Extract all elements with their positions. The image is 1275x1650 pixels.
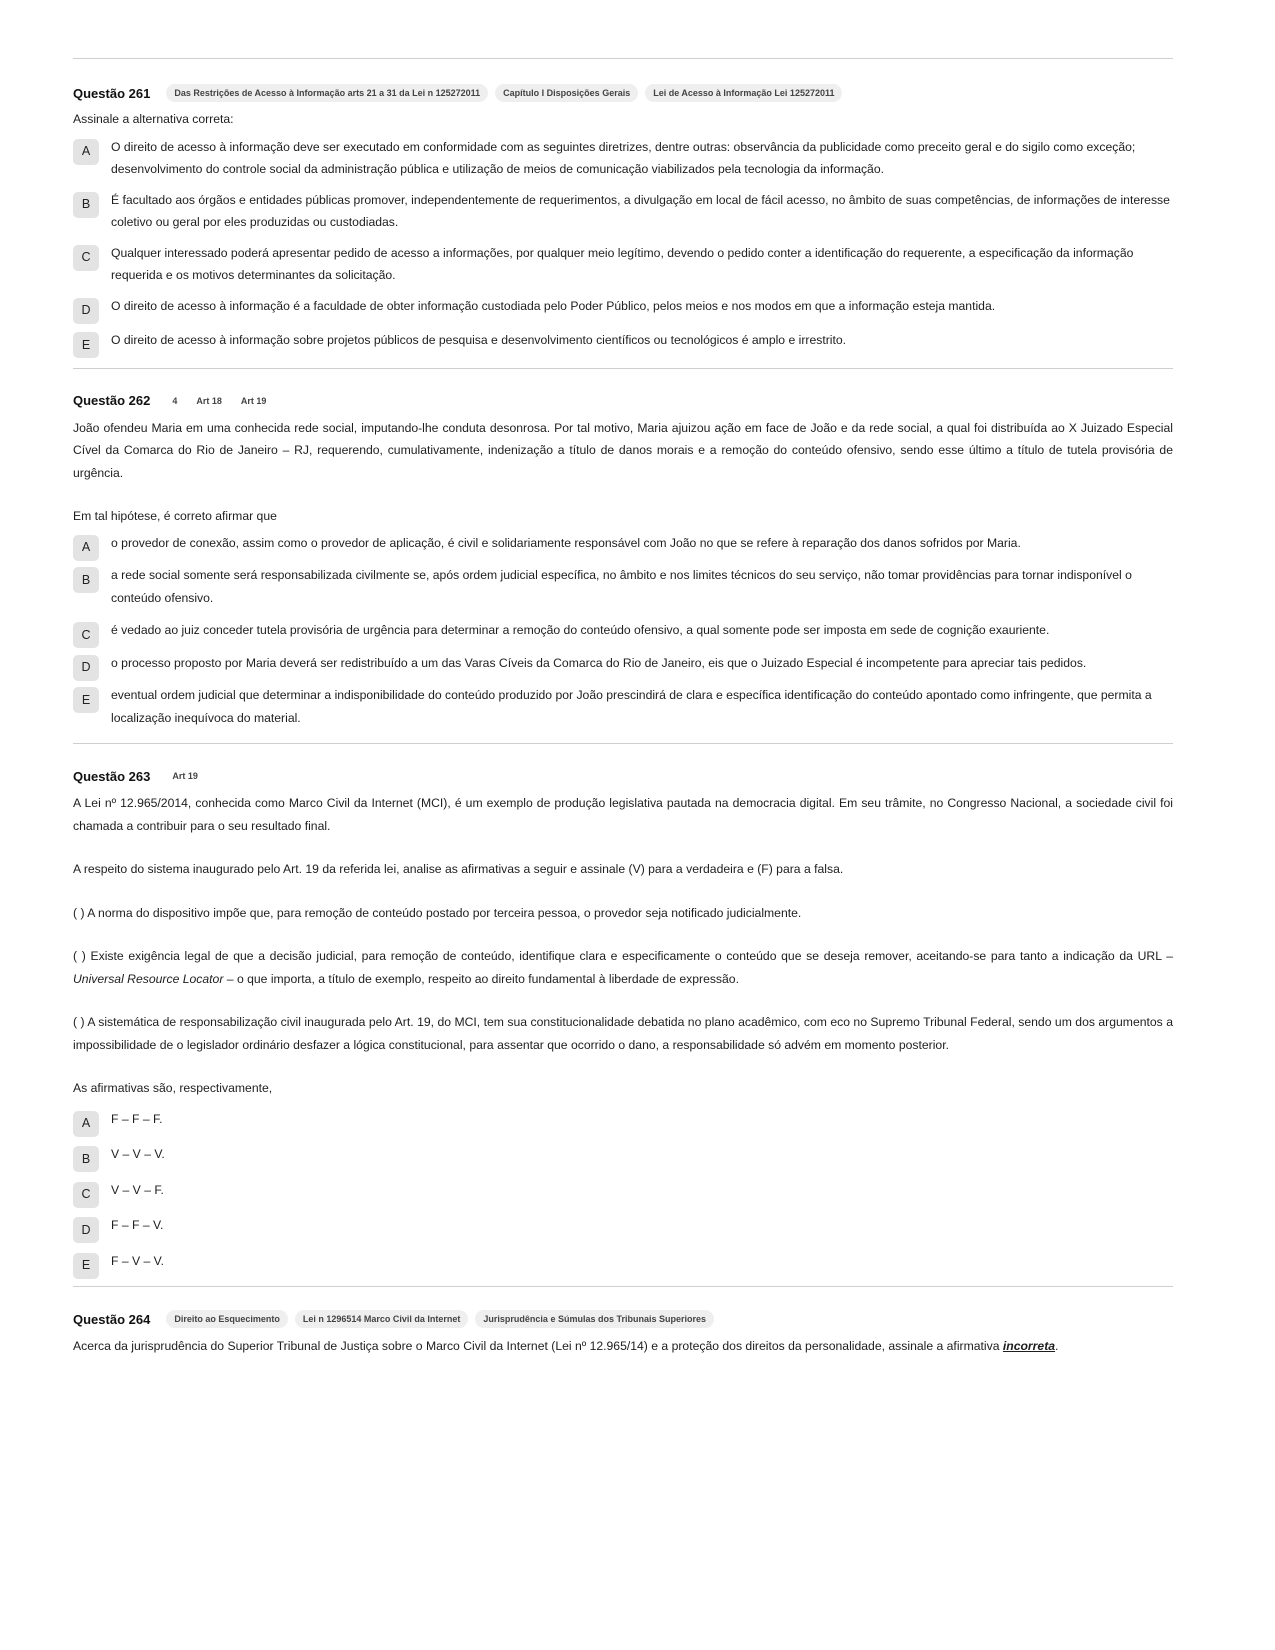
statement-item-3: ( ) A sistemática de responsabilização civil inaugurada pelo Art. 19, do MCI, tem sua constitucionalidade debatida no plano acadêmico, com eco no Supremo Tribunal Federal, sendo um dos argumentos a impossibilidade de o legislador ordinário desfazer a lógica constitucional, para assentar que ocorrido o dano, a responsabilidade só advém em momento posterior. — [73, 1015, 1173, 1052]
option-letter-badge[interactable]: E — [73, 687, 99, 713]
question-header — [73, 766, 1173, 786]
question-263 — [73, 766, 1173, 1272]
question-header — [73, 391, 1173, 411]
question-title: Questão 262 — [73, 393, 151, 408]
answer-option-d[interactable] — [73, 1214, 1173, 1237]
statement-item-2-tail: – o que importa, a título de exemplo, respeito ao direito fundamental à liberdade de expressão. — [223, 971, 739, 986]
divider — [73, 743, 1173, 744]
answer-option-c[interactable] — [73, 1179, 1173, 1202]
answer-option-e[interactable] — [73, 329, 1173, 352]
option-text: O direito de acesso à informação deve ser executado em conformidade com as seguintes diretrizes, dentre outras: observância da publicidade como preceito geral e do sigilo como exceção; desenvolvimento do controle social da administração pública e utilização de meios de comunicação viabilizados pela tecnologia da informação. — [111, 139, 1136, 176]
option-letter-badge[interactable]: A — [73, 139, 99, 165]
option-text: V – V – V. — [111, 1147, 165, 1161]
statement-item-2 — [73, 945, 1173, 990]
option-text: O direito de acesso à informação é a faculdade de obter informação custodiada pelo Poder Público, pelos meios e nos modos em que a informação esteja mantida. — [111, 298, 996, 313]
question-261 — [73, 83, 1173, 352]
option-letter-badge[interactable]: A — [73, 535, 99, 561]
question-instruction: A respeito do sistema inaugurado pelo Art. 19 da referida lei, analise as afirmativas a seguir e assinale (V) para a verdadeira e (F) para a falsa. — [73, 862, 844, 876]
answer-option-a[interactable] — [73, 136, 1173, 181]
answer-option-a[interactable] — [73, 532, 1173, 555]
question-262 — [73, 391, 1173, 730]
question-title: Questão 261 — [73, 85, 151, 101]
answer-option-b[interactable] — [73, 1143, 1173, 1166]
question-statement: João ofendeu Maria em uma conhecida rede social, imputando-lhe conduta desonrosa. Por tal motivo, Maria ajuizou ação em face de João e da rede social, a qual foi distribuída ao X Juizado Especial Cível da Comarca do Rio de Janeiro – RJ, requerendo, cumulativamente, indenização a título de danos morais e a remoção do conteúdo ofensivo, sendo esse último a título de tutela provisória de urgência. — [73, 420, 1173, 480]
subject-tag[interactable]: Jurisprudência e Súmulas dos Tribunais Superiores — [475, 1310, 714, 1328]
question-prompt: As afirmativas são, respectivamente, — [73, 1081, 273, 1095]
answer-option-d[interactable] — [73, 295, 1173, 318]
question-title: Questão 264 — [73, 1311, 151, 1327]
question-statement: Assinale a alternativa correta: — [73, 112, 234, 126]
divider — [73, 368, 1173, 369]
subject-tag[interactable]: Art 19 — [240, 395, 267, 406]
statement-item-2-text: ( ) Existe exigência legal de que a decisão judicial, para remoção de conteúdo, identifique clara e especificamente o conteúdo que se deseja remover, aceitando-se para tanto a indicação da URL – — [73, 949, 1173, 963]
option-letter-badge[interactable]: E — [73, 332, 99, 358]
option-letter-badge[interactable]: C — [73, 245, 99, 271]
option-letter-badge[interactable]: B — [73, 567, 99, 593]
option-letter-badge[interactable]: A — [73, 1111, 99, 1137]
question-statement-text: Acerca da jurisprudência do Superior Tribunal de Justiça sobre o Marco Civil da Internet (Lei nº 12.965/14) e a proteção dos direitos da personalidade, assinale a afirmativa — [73, 1339, 1003, 1353]
divider — [73, 1286, 1173, 1287]
subject-tag[interactable]: Das Restrições de Acesso à Informação arts 21 a 31 da Lei n 125272011 — [166, 84, 488, 102]
option-text: F – F – V. — [111, 1218, 164, 1232]
option-text: eventual ordem judicial que determinar a indisponibilidade do conteúdo produzido por João prescindirá de clara e específica identificação do conteúdo apontado como infringente, que permita a localização inequívoca do material. — [111, 688, 1152, 725]
question-statement-end: . — [1055, 1339, 1059, 1353]
question-title: Questão 263 — [73, 768, 151, 784]
option-text: o processo proposto por Maria deverá ser redistribuído a um das Varas Cíveis da Comarca do Rio de Janeiro, eis que o Juizado Especial é incompetente para apreciar tais pedidos. — [111, 655, 1087, 670]
question-statement — [73, 1335, 1173, 1358]
answer-option-e[interactable] — [73, 684, 1173, 729]
subject-tag[interactable]: Lei de Acesso à Informação Lei 125272011 — [645, 84, 842, 102]
option-text: V – V – F. — [111, 1182, 164, 1197]
option-letter-badge[interactable]: B — [73, 192, 99, 218]
option-letter-badge[interactable]: C — [73, 1182, 99, 1208]
option-letter-badge[interactable]: E — [73, 1253, 99, 1279]
subject-tag[interactable]: 4 — [172, 395, 178, 406]
option-text: F – V – V. — [111, 1253, 165, 1268]
answer-option-b[interactable] — [73, 189, 1173, 234]
question-header — [73, 83, 1173, 103]
option-text: o provedor de conexão, assim como o provedor de aplicação, é civil e solidariamente responsável com João no que se refere à reparação dos danos sofridos por Maria. — [111, 535, 1021, 550]
question-statement: A Lei nº 12.965/2014, conhecida como Marco Civil da Internet (MCI), é um exemplo de produção legislativa pautada na democracia digital. Em seu trâmite, no Congresso Nacional, a sociedade civil foi chamada a contribuir para o seu resultado final. — [73, 796, 1173, 833]
question-264 — [73, 1309, 1173, 1358]
option-text: a rede social somente será responsabilizada civilmente se, após ordem judicial específica, no âmbito e nos limites técnicos do seu serviço, não tomar providências para tornar indisponível o conteúdo ofensivo. — [111, 568, 1132, 605]
option-letter-badge[interactable]: D — [73, 298, 99, 324]
answer-option-d[interactable] — [73, 652, 1173, 675]
question-header — [73, 1309, 1173, 1329]
answer-option-a[interactable] — [73, 1108, 1173, 1131]
subject-tag[interactable]: Capítulo I Disposições Gerais — [495, 84, 638, 102]
option-text: Qualquer interessado poderá apresentar pedido de acesso a informações, por qualquer meio legítimo, devendo o pedido conter a identificação do requerente, a especificação da informação requerida e os motivos determinantes da solicitação. — [111, 245, 1134, 282]
emphasis-incorrect: incorreta — [1002, 1339, 1056, 1353]
answer-option-e[interactable] — [73, 1250, 1173, 1273]
subject-tag[interactable]: Direito ao Esquecimento — [166, 1310, 288, 1328]
question-prompt: Em tal hipótese, é correto afirmar que — [73, 509, 277, 523]
answer-option-c[interactable] — [73, 619, 1173, 642]
subject-tag[interactable]: Lei n 1296514 Marco Civil da Internet — [295, 1310, 469, 1328]
option-text: é vedado ao juiz conceder tutela provisória de urgência para determinar a remoção do conteúdo ofensivo, a qual somente pode ser imposta em sede de cognição exauriente. — [111, 623, 1050, 637]
subject-tag[interactable]: Art 18 — [196, 395, 222, 406]
divider — [73, 58, 1173, 59]
option-text: É facultado aos órgãos e entidades públicas promover, independentemente de requerimentos, a divulgação em local de fácil acesso, no âmbito de suas competências, de informações de interesse coletivo ou geral por eles produzidas ou custodiadas. — [111, 192, 1170, 229]
option-text: F – F – F. — [111, 1111, 163, 1126]
option-letter-badge[interactable]: D — [73, 1217, 99, 1243]
option-letter-badge[interactable]: C — [73, 622, 99, 648]
answer-option-c[interactable] — [73, 242, 1173, 287]
subject-tag[interactable]: Art 19 — [172, 771, 198, 781]
answer-option-b[interactable] — [73, 564, 1173, 609]
option-letter-badge[interactable]: D — [73, 655, 99, 681]
url-term: Universal Resource Locator — [73, 971, 224, 986]
option-letter-badge[interactable]: B — [73, 1146, 99, 1172]
statement-item-1: ( ) A norma do dispositivo impõe que, para remoção de conteúdo postado por terceira pessoa, o provedor seja notificado judicialmente. — [73, 905, 802, 920]
question-list — [73, 58, 1173, 1358]
option-text: O direito de acesso à informação sobre projetos públicos de pesquisa e desenvolvimento científicos ou tecnológicos é amplo e irrestrito. — [111, 333, 847, 347]
